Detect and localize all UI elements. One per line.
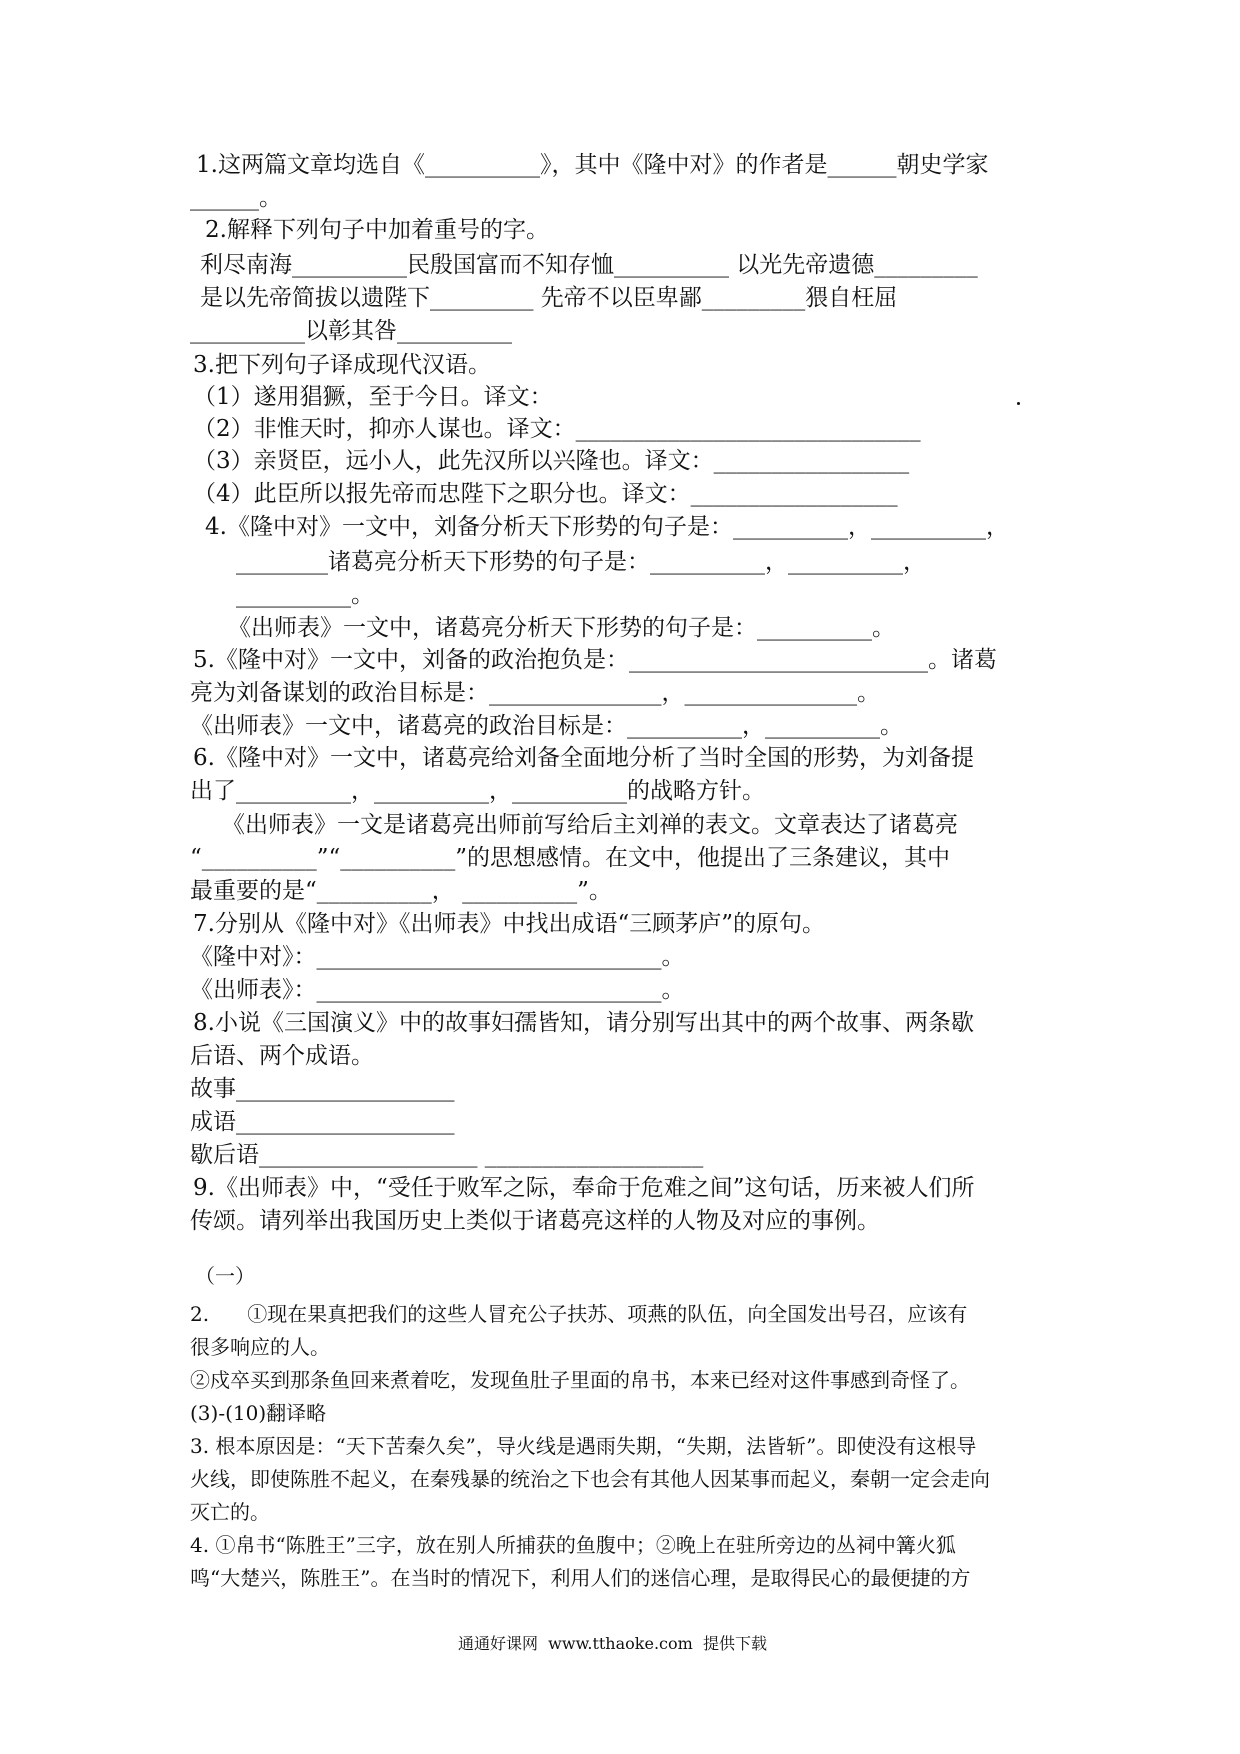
question-7-line-2: 《出师表》：______________________________。 <box>190 977 685 1003</box>
question-5-line-1: 5.《隆中对》一文中，刘备的政治抱负是：__________________________。诸葛 <box>193 647 997 673</box>
question-3-item-1: （1）遂用猖獗，至于今日。译文： <box>193 384 553 410</box>
question-7-heading: 7.分别从《隆中对》《出师表》中找出成语“三顾茅庐”的原句。 <box>193 911 825 937</box>
question-2-line-3: __________以彰其咎__________ <box>190 318 512 344</box>
answer-3-line-1: 3. 根本原因是：“天下苦秦久矣”，导火线是遇雨失期，“失期，法皆斩”。即使没有这根导 <box>190 1434 977 1458</box>
question-6-line-1: 6.《隆中对》一文中，诸葛亮给刘备全面地分析了当时全国的形势，为刘备提 <box>193 745 974 771</box>
question-4-line-2: ________诸葛亮分析天下形势的句子是：__________，__________， <box>236 549 926 575</box>
page-footer: 通通好课网 www.tthaoke.com 提供下载 <box>458 1634 767 1653</box>
answer-3-line-3: 灭亡的。 <box>190 1500 270 1524</box>
question-2-line-1: 利尽南海__________民殷国富而不知存恤__________ 以光先帝遗德_________ <box>200 252 978 278</box>
question-8-idiom: 成语___________________ <box>190 1109 455 1135</box>
question-4-line-1: 4.《隆中对》一文中，刘备分析天下形势的句子是：__________，__________， <box>205 514 1009 540</box>
question-9-line-1: 9.《出师表》中，“受任于败军之际，奉命于危难之间”这句话，历来被人们所 <box>193 1175 975 1201</box>
question-2-heading: 2.解释下列句子中加着重号的字。 <box>205 217 549 243</box>
question-4-line-4: 《出师表》一文中，诸葛亮分析天下形势的句子是：__________。 <box>228 615 895 641</box>
question-8-xiehouyu: 歇后语___________________ ___________________ <box>190 1142 704 1168</box>
question-3-item-4: （4）此臣所以报先帝而忠陛下之职分也。译文：__________________ <box>193 481 898 507</box>
question-1-line-2: ______。 <box>190 185 282 211</box>
question-3-item-2: （2）非惟天时，抑亦人谋也。译文：______________________________ <box>193 416 921 442</box>
answer-4-line-1: 4. ①帛书“陈胜王”三字，放在别人所捕获的鱼腹中；②晚上在驻所旁边的丛祠中篝火狐 <box>190 1533 956 1557</box>
question-9-line-2: 传颂。请列举出我国历史上类似于诸葛亮这样的人物及对应的事例。 <box>190 1208 880 1234</box>
question-6-line-3: 《出师表》一文是诸葛亮出师前写给后主刘禅的表文。文章表达了诸葛亮 <box>222 812 958 838</box>
question-8-line-1: 8.小说《三国演义》中的故事妇孺皆知，请分别写出其中的两个故事、两条歇 <box>193 1010 974 1036</box>
question-2-line-2: 是以先帝简拔以遗陛下_________ 先帝不以臣卑鄙_________猥自枉屈 <box>200 285 898 311</box>
question-8-line-2: 后语、两个成语。 <box>190 1043 374 1069</box>
question-6-line-5: 最重要的是“__________， __________”。 <box>190 878 612 904</box>
question-5-line-3: 《出师表》一文中，诸葛亮的政治目标是：__________，__________。 <box>190 713 903 739</box>
stray-dot <box>1017 402 1020 405</box>
question-7-line-1: 《隆中对》：______________________________。 <box>190 944 685 970</box>
answer-section-heading: （一） <box>195 1264 255 1288</box>
question-6-line-2: 出了__________，__________，__________的战略方针。 <box>190 778 765 804</box>
question-8-story: 故事___________________ <box>190 1076 455 1102</box>
answer-2-line-1: 2. ①现在果真把我们的这些人冒充公子扶苏、项燕的队伍，向全国发出号召，应该有 <box>190 1302 968 1326</box>
answer-2-line-3: ②戍卒买到那条鱼回来煮着吃，发现鱼肚子里面的帛书，本来已经对这件事感到奇怪了。 <box>190 1368 970 1392</box>
answer-2-line-4: (3)-(10)翻译略 <box>190 1401 327 1425</box>
answer-3-line-2: 火线，即使陈胜不起义，在秦残暴的统治之下也会有其他人因某事而起义，秦朝一定会走向 <box>190 1467 990 1491</box>
question-1-line-1: 1.这两篇文章均选自《__________》，其中《隆中对》的作者是______朝史学家 <box>196 152 989 178</box>
question-4-line-3: __________。 <box>236 582 374 608</box>
question-5-line-2: 亮为刘备谋划的政治目标是：_______________，_______________。 <box>190 680 880 706</box>
question-6-line-4: “__________”“__________”的思想感情。在文中，他提出了三条建议，其中 <box>190 845 951 871</box>
answer-4-line-2: 鸣“大楚兴，陈胜王”。在当时的情况下，利用人们的迷信心理，是取得民心的最便捷的方 <box>190 1566 971 1590</box>
answer-2-line-2: 很多响应的人。 <box>190 1335 330 1359</box>
question-3-item-3: （3）亲贤臣，远小人，此先汉所以兴隆也。译文：_________________ <box>193 448 910 474</box>
question-3-heading: 3.把下列句子译成现代汉语。 <box>193 352 491 378</box>
